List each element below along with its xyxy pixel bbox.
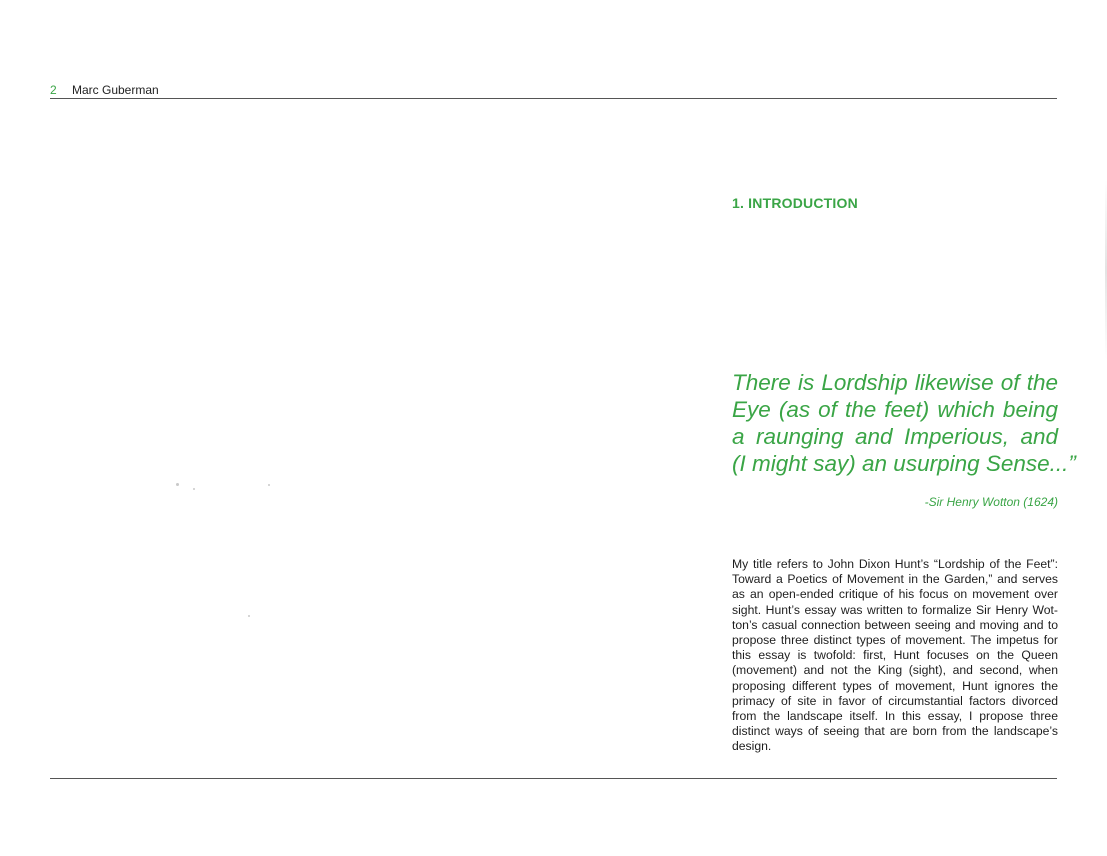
section-heading: 1. INTRODUCTION [732, 195, 858, 211]
scan-speck [193, 488, 195, 490]
epigraph-line: (I might say) an usurping Sense...” [732, 451, 1076, 476]
body-paragraph: My title refers to John Dixon Hunt’s “Lordship of the Feet”: Toward a Poetics of Movement in the Garden,” and serves as an open-ended critique of his focus on movement over sight. Hunt’s essay was written to formalize Sir Henry Wot-ton’s casual connection between seeing and moving and to propose three distinct types of movement. The impetus for this essay is twofold: first, Hunt focuses on the Queen (movement) and not the King (sight), and second, when proposing different types of movement, Hunt ignores the primacy of site in favor of circumstantial factors divorced from the landscape itself. In this essay, I propose three distinct ways of seeing that are born from the landscape’s design. [732, 557, 1058, 754]
scan-speck [248, 615, 250, 617]
epigraph-line: Eye (as of the feet) which being [732, 397, 1058, 422]
epigraph-line: There is Lordship likewise of the [732, 370, 1058, 395]
scan-speck [268, 484, 270, 486]
page-header [50, 82, 1057, 99]
author-name: Marc Guberman [72, 83, 159, 97]
epigraph-line: a raunging and Imperious, and [732, 424, 1058, 449]
scan-speck [176, 483, 179, 486]
epigraph-quote [732, 369, 1076, 477]
page-number: 2 [50, 83, 57, 97]
footer-rule [50, 778, 1057, 779]
epigraph-attribution: -Sir Henry Wotton (1624) [924, 495, 1058, 509]
